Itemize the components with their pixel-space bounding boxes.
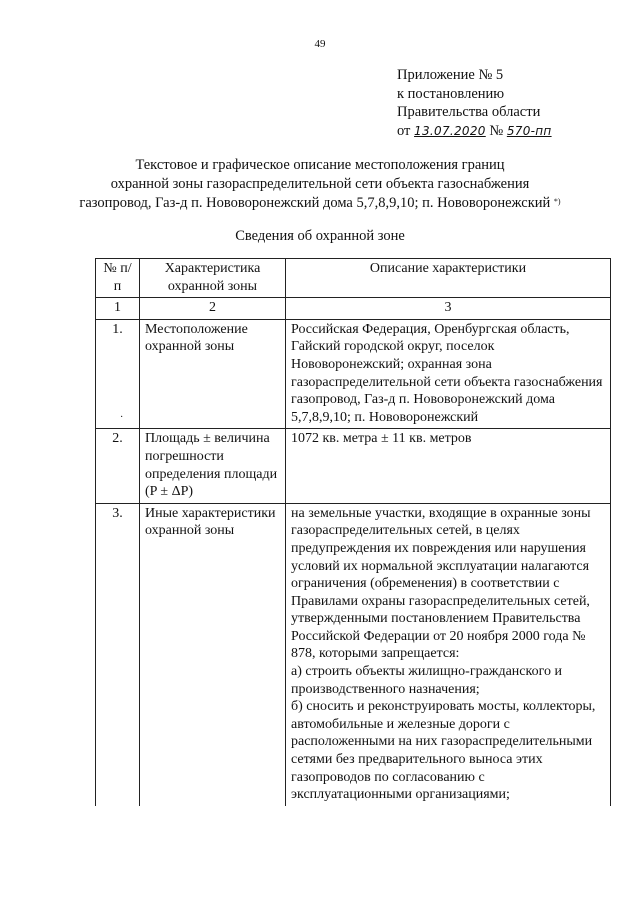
table-row — [96, 429, 611, 503]
page-number: 49 — [314, 38, 326, 50]
appendix-line-2: к постановлению — [397, 85, 505, 102]
header-description: Описание характеристики — [286, 259, 611, 298]
handwritten-number: 570-пп — [506, 123, 552, 138]
column-numbers-row — [96, 298, 611, 320]
appendix-line-3: Правительства области — [397, 104, 541, 120]
row-description: 1072 кв. метра ± 11 кв. метров — [286, 429, 611, 503]
table-row — [96, 319, 611, 429]
appendix-block — [397, 66, 552, 140]
appendix-date-line — [397, 122, 552, 141]
handwritten-date: 13.07.2020 — [414, 123, 486, 138]
section-subtitle: Сведения об охранной зоне — [235, 228, 405, 244]
table-row — [96, 503, 611, 806]
column-number: 2 — [140, 298, 286, 320]
header-number: № п/п — [96, 259, 140, 298]
column-number: 3 — [286, 298, 611, 320]
table-header-row — [96, 259, 611, 298]
row-characteristic: Иные характеристики охранной зоны — [140, 503, 286, 806]
row-number: 2. — [96, 429, 140, 503]
list-item: б) сносить и реконструировать мосты, коллекторы, автомобильные и железные дороги с расположенными на них газораспределительными сетями без предварительного выноса этих газопроводов по согласованию с эксплуатационными организациями; — [291, 699, 596, 803]
title-line-3-text: газопровод, Газ-д п. Нововоронежский дома 5,7,8,9,10; п. Нововоронежский — [79, 195, 551, 211]
row-characteristic: Площадь ± величина погрешности определения площади (P ± ΔP) — [140, 429, 286, 503]
header-characteristic: Характеристика охранной зоны — [140, 259, 286, 298]
row-number: 3. — [96, 503, 140, 806]
title-line-2: охранной зоны газораспределительной сети объекта газоснабжения — [110, 176, 530, 192]
number-sign: № — [489, 122, 504, 139]
protection-zone-table — [95, 258, 611, 806]
appendix-line-1: Приложение № 5 — [397, 67, 504, 83]
from-label: от — [397, 122, 411, 139]
row-description — [286, 503, 611, 806]
scan-speck: · — [120, 412, 124, 423]
row-characteristic: Местоположение охранной зоны — [140, 319, 286, 429]
list-item: а) строить объекты жилищно-гражданского и производственного назначения; — [291, 664, 562, 697]
footnote-mark: *) — [553, 197, 561, 206]
document-title — [0, 156, 640, 213]
row-description: Российская Федерация, Оренбургская область, Гайский городской округ, поселок Нововоронежский; охранная зона газораспределительной сети объекта газоснабжения газопровод, Газ-д п. Нововоронежский дома 5,7,8,9,10; п. Нововоронежский — [286, 319, 611, 429]
column-number: 1 — [96, 298, 140, 320]
description-intro: на земельные участки, входящие в охранные зоны газораспределительных сетей, в целях предупреждения их повреждения или нарушения условий их нормальной эксплуатации налагаются ограничения (обременения) в соответствии с Правилами охраны газораспределительных сетей, утвержденными постановлением Правительства Российской Федерации от 20 ноября 2000 года № 878, которыми запрещается: — [291, 505, 591, 662]
row-number: 1. — [96, 319, 140, 429]
title-line-1: Текстовое и графическое описание местоположения границ — [135, 157, 505, 173]
title-line-3 — [0, 194, 640, 213]
